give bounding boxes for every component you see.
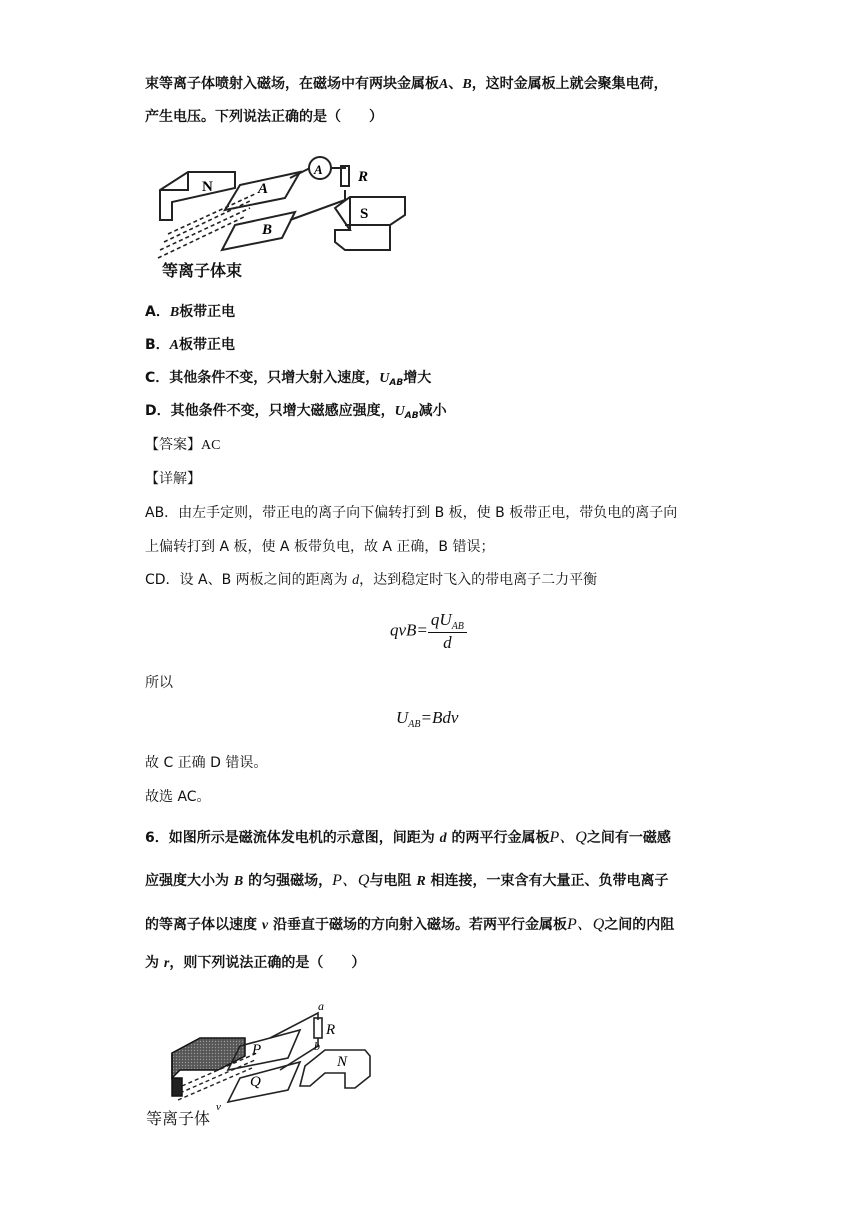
q6-line4 [145,952,365,972]
so-text: 所以 [145,675,173,691]
eq1-denominator: d [443,633,452,652]
option-b [145,334,235,354]
option-text: 减小 [418,403,447,419]
separator: 、 [448,76,463,92]
resistor-r [314,1018,322,1038]
meter-label: A [314,162,323,177]
q6-text: 与电阻 [369,873,417,889]
plate-a-var: A [439,77,449,92]
detail-label: 【详解】 [145,471,201,487]
stem-text: ，这时金属板上就会聚集电荷， [471,76,668,92]
option-var: B [169,305,180,320]
q6-var: r [163,956,170,971]
label-a: A [258,181,269,197]
detail-text: ，达到稳定时飞入的带电离子二力平衡 [359,572,598,588]
q6-text: 沿垂直于磁场的方向射入磁场。若两平行金属板 [268,917,567,933]
conclusion-2: 故选 AC。 [145,789,211,805]
option-var: U [394,404,405,419]
detail-text: CD．设 A、B 两板之间的距离为 [145,572,353,588]
q6-text: 相连接，一束含有大量正、负带电离子 [425,873,669,889]
option-prefix: D．其他条件不变，只增大磁感应强度， [145,403,395,419]
plate-b [222,212,295,250]
eq2-u: U [396,708,409,727]
q5-stem-line1 [145,73,668,93]
q6-var: v [261,918,269,933]
q6-text: 为 [145,955,164,971]
answer-value: AC [201,438,221,453]
option-text: 板带正电 [179,304,236,320]
label-q: Q [250,1074,261,1090]
option-prefix: A． [145,304,170,320]
s-magnet [335,197,405,250]
label-v: v [216,1101,221,1113]
eq1-num-sub: AB [451,621,464,632]
q6-text: 6．如图所示是磁流体发电机的示意图，间距为 [145,830,440,846]
option-var: U [379,371,390,386]
detail-line1: AB．由左手定则，带正电的离子向下偏转打到 B 板，使 B 板带正电，带负电的离子向 [145,505,678,521]
q6-var: R [416,874,426,889]
q6-line1 [145,824,671,847]
option-prefix: C．其他条件不变，只增大射入速度， [145,370,380,386]
eq1-lhs: qvB= [390,620,428,640]
q5-figure-caption: 等离子体束 [162,261,243,280]
label-r: R [358,169,369,185]
option-sub: AB [404,411,419,421]
eq2-sub: AB [408,719,421,730]
option-text: 板带正电 [179,337,236,353]
eq1-numerator [428,610,467,633]
equation-2 [396,708,458,730]
stem-text: 束等离子体喷射入磁场，在磁场中有两块金属板 [145,76,439,92]
option-a [145,301,235,321]
label-b: B [262,222,273,238]
q6-var-pq: P、Q [332,872,370,889]
option-text: 增大 [403,370,432,386]
answer-line [145,434,220,454]
q6-var-pq: P、Q [549,829,587,846]
label-b: b [314,1039,320,1053]
eq1-fraction [428,610,467,653]
q6-line3 [145,911,674,934]
q6-text: 的等离子体以速度 [145,917,262,933]
label-r: R [326,1022,336,1038]
q6-var: B [233,874,244,889]
option-sub: AB [389,378,404,388]
q5-stem-line2: 产生电压。下列说法正确的是（ ） [145,109,383,125]
eq1-num-text: qU [430,610,452,629]
conclusion-1: 故 C 正确 D 错误。 [145,755,268,771]
dark-magnet [172,1038,245,1096]
equation-1 [390,610,467,653]
detail-var: d [352,573,360,588]
detail-line3 [145,569,597,589]
q6-text: 应强度大小为 [145,873,234,889]
option-d [145,400,447,421]
q6-line2 [145,867,669,890]
label-n: N [202,179,213,195]
q6-text: 的匀强磁场， [243,873,333,889]
q6-var: d [439,831,447,846]
q6-text: 的两平行金属板 [446,830,550,846]
eq2-rhs: =Bdv [420,708,459,727]
answer-label: 【答案】 [145,437,201,453]
n-magnet [300,1050,370,1088]
option-prefix: B． [145,337,170,353]
label-p: P [252,1042,262,1058]
q6-var-pq: P、Q [566,916,605,933]
q6-text: 之间有一磁感 [586,830,671,846]
option-c [145,367,431,388]
detail-line2: 上偏转打到 A 板，使 A 板带负电，故 A 正确，B 错误； [145,539,495,555]
option-var: A [169,338,180,353]
label-s: S [360,206,369,222]
q6-text: ，则下列说法正确的是（ ） [169,955,366,971]
label-a: a [318,999,324,1013]
plate-b-var: B [462,77,472,92]
label-n: N [337,1054,348,1070]
q6-figure-caption: 等离子体 [146,1109,211,1128]
q6-text: 之间的内阻 [604,917,675,933]
